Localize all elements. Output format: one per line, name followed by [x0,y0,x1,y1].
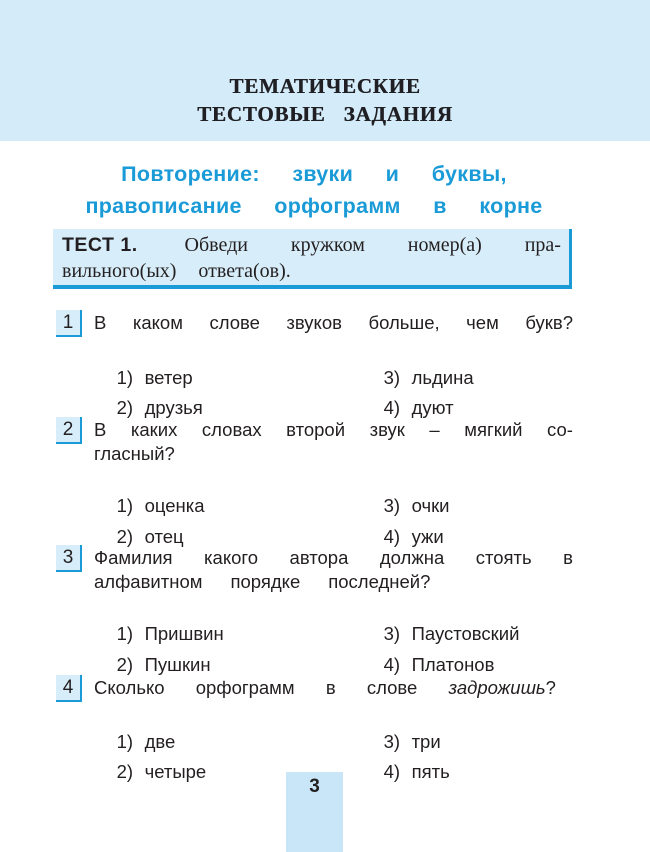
word: автора [289,547,349,568]
section-title-line-2: правописание орфограмм в корне [85,194,543,218]
question-number-badge: 1 [56,310,82,337]
test-instruction-box [53,229,572,289]
option-text: оценка [144,495,205,516]
word: порядке [230,570,301,592]
word: стоять [475,547,532,568]
word: какого [204,547,259,568]
question-4 [56,675,576,782]
page-heading-line-1: ТЕМАТИЧЕСКИЕ [229,74,421,98]
option-text: Паустовский [411,623,520,644]
question-3 [56,545,576,675]
option-number: 2) [116,654,134,675]
option-text: Платонов [411,654,495,675]
word: в [563,547,573,568]
word: должна [379,547,445,568]
italic-word: задрожишь [448,677,546,698]
option-number: 3) [383,495,401,516]
question-text [94,676,556,700]
question-number-badge: 2 [56,417,82,444]
question-text-line [94,570,573,594]
option-number: 1) [116,367,134,388]
question-1 [56,310,576,418]
word: второй [286,419,346,440]
word: звук [369,419,405,440]
instruction-word: номер(а) [407,234,482,256]
option-text: четыре [144,761,207,782]
section-title-line-1: Повторение: звуки и буквы, [121,162,507,186]
word: Фамилия [94,547,173,568]
option-number: 4) [383,397,401,418]
test-instruction-line-1 [62,232,561,258]
instruction-word: кружком [290,234,365,256]
word: чем [466,312,499,333]
test-instruction-line-2 [62,258,561,284]
word: В [94,419,107,440]
page-number: 3 [286,772,343,852]
section-title [55,158,573,222]
option-number: 1) [116,495,134,516]
question-mark: ? [545,677,556,698]
option-number: 3) [383,731,401,752]
option-text: отец [144,526,184,547]
option-number: 4) [383,654,401,675]
question-text-line [94,418,573,442]
question-text-line [94,442,573,466]
instruction-word: пра- [524,234,561,256]
word: гласный? [94,442,175,464]
option-number: 2) [116,397,134,418]
option-number: 3) [383,623,401,644]
question-text-line [94,546,573,570]
option-text: ветер [144,367,193,388]
option-text: очки [411,495,450,516]
word: в [325,677,336,698]
question-text-line [94,311,573,335]
option-text: Пушкин [144,654,211,675]
word: каком [132,312,183,333]
question-text [94,418,573,465]
option-number: 4) [383,526,401,547]
instruction-word: Обведи [184,234,248,256]
question-text [94,546,573,593]
option-number: 3) [383,367,401,388]
instruction-word: ответа(ов). [198,260,291,282]
question-text [94,311,573,335]
option-text: дуют [411,397,454,418]
option-number: 2) [116,526,134,547]
option-text: ужи [411,526,444,547]
word: больше, [368,312,440,333]
page-heading-line-2: ТЕСТОВЫЕ ЗАДАНИЯ [197,102,453,126]
question-2 [56,417,576,547]
word: В [94,312,107,333]
option-number: 2) [116,761,134,782]
word: звуков [286,312,342,333]
question-number-badge: 4 [56,675,82,702]
word-with-emphasis [448,676,555,700]
option-number: 4) [383,761,401,782]
option-text: льдина [411,367,474,388]
word: алфавитном [94,570,203,592]
word: орфограмм [195,677,295,698]
word: со- [547,419,573,440]
word: каких [130,419,178,440]
question-text-line [94,676,556,700]
word: словах [201,419,262,440]
test-label: ТЕСТ 1. [62,234,138,256]
word: букв? [525,312,573,333]
option-text: две [144,731,176,752]
option-number: 1) [116,731,134,752]
word: последней? [328,570,431,592]
instruction-word: вильного(ых) [62,260,177,282]
question-number-badge: 3 [56,545,82,572]
option-text: Пришвин [144,623,224,644]
option-number: 1) [116,623,134,644]
word: – [429,419,440,440]
answer-option-2[interactable] [96,736,206,808]
word: Сколько [94,677,165,698]
option-text: три [411,731,441,752]
word: мягкий [464,419,523,440]
answer-option-4[interactable] [363,736,450,808]
page-heading [0,72,650,128]
word: слове [209,312,260,333]
option-text: пять [411,761,450,782]
option-text: друзья [144,397,203,418]
word: слове [366,677,418,698]
